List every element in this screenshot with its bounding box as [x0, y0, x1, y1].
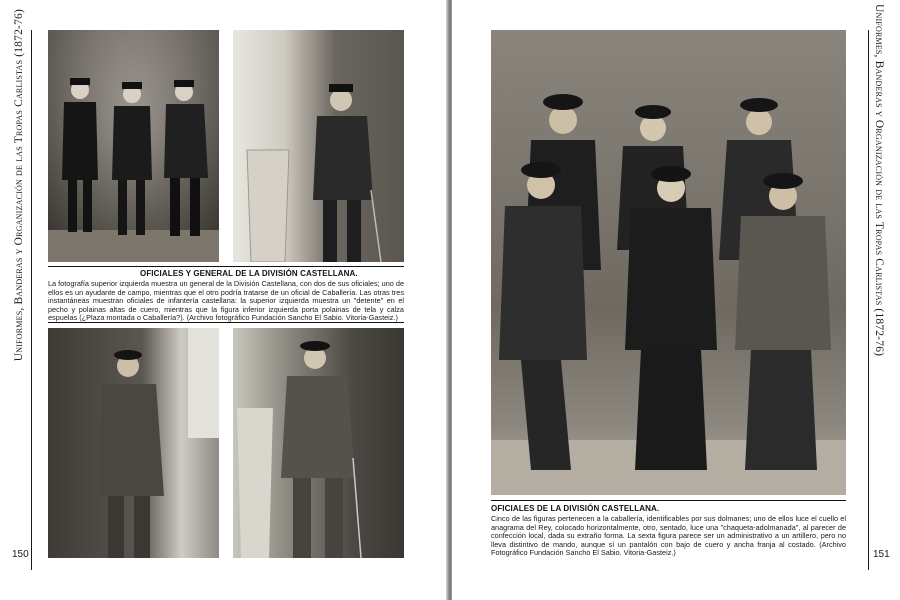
left-running-head [12, 8, 26, 362]
left-page-number: 150 [12, 549, 29, 560]
left-caption-title: OFICIALES Y GENERAL DE LA DIVISIÓN CASTELLANA. [140, 269, 358, 278]
right-caption-title: OFICIALES DE LA DIVISIÓN CASTELLANA. [491, 504, 660, 513]
caption-rule-top [48, 266, 404, 267]
right-page [452, 0, 900, 600]
left-margin-rule [31, 30, 32, 570]
right-margin-rule [868, 30, 869, 570]
left-running-head-text: Uniformes, Banderas y Organización de las Tropas Carlistas (1872-76) [13, 8, 25, 362]
right-caption-body: Cinco de las figuras pertenecen a la caballería, identificables por sus dolmanes; uno de ellos luce el cuello el anagrama del Rey, colocado horizontalmente, otro, sentado, luce una "chaqueta-adolmanada", al parecer de confección local, dada su extraño forma. La sexta figura parece ser un administrativo a un artillero, pero no lleva distintivo de mando, aunque sí un pantalón con bajo de cuero y ancha franja al costado. (Archivo Fotográfico Fundación Sancho El Sabio. Vitoria-Gasteiz.) [491, 514, 846, 558]
photo-officer-sword [233, 328, 404, 558]
right-running-head [872, 3, 886, 357]
photo-three-officers [48, 30, 219, 262]
photo-group-officers [491, 30, 846, 495]
right-running-head-text: Uniformes, Banderas y Organización de las Tropas Carlistas (1872-76) [873, 3, 885, 357]
right-caption-rule-top [491, 500, 846, 501]
photo-officer-beret [48, 328, 219, 558]
left-caption-body: La fotografía superior izquierda muestra un general de la División Castellana, con dos de sus oficiales; uno de ellos es un ayudante de campo, mientras que el otro podría tratarse de un oficial de Caballería. Las otras tres instantáneas muestran oficiales de infantería castellana: la superior izquierda muestra un "detente" en el pecho y polainas altas de cuero, mientras que la figura inferior izquierda porta polainas de tela y calza espuelas (¿Plaza montada o Caballería?). (Archivo fotográfico Fundación Sancho El Sabio. Vitoria-Gasteiz.) [48, 279, 404, 323]
left-page [0, 0, 448, 600]
caption-rule-bottom [48, 322, 404, 323]
photo-standing-officer [233, 30, 404, 262]
right-page-number: 151 [873, 549, 890, 560]
